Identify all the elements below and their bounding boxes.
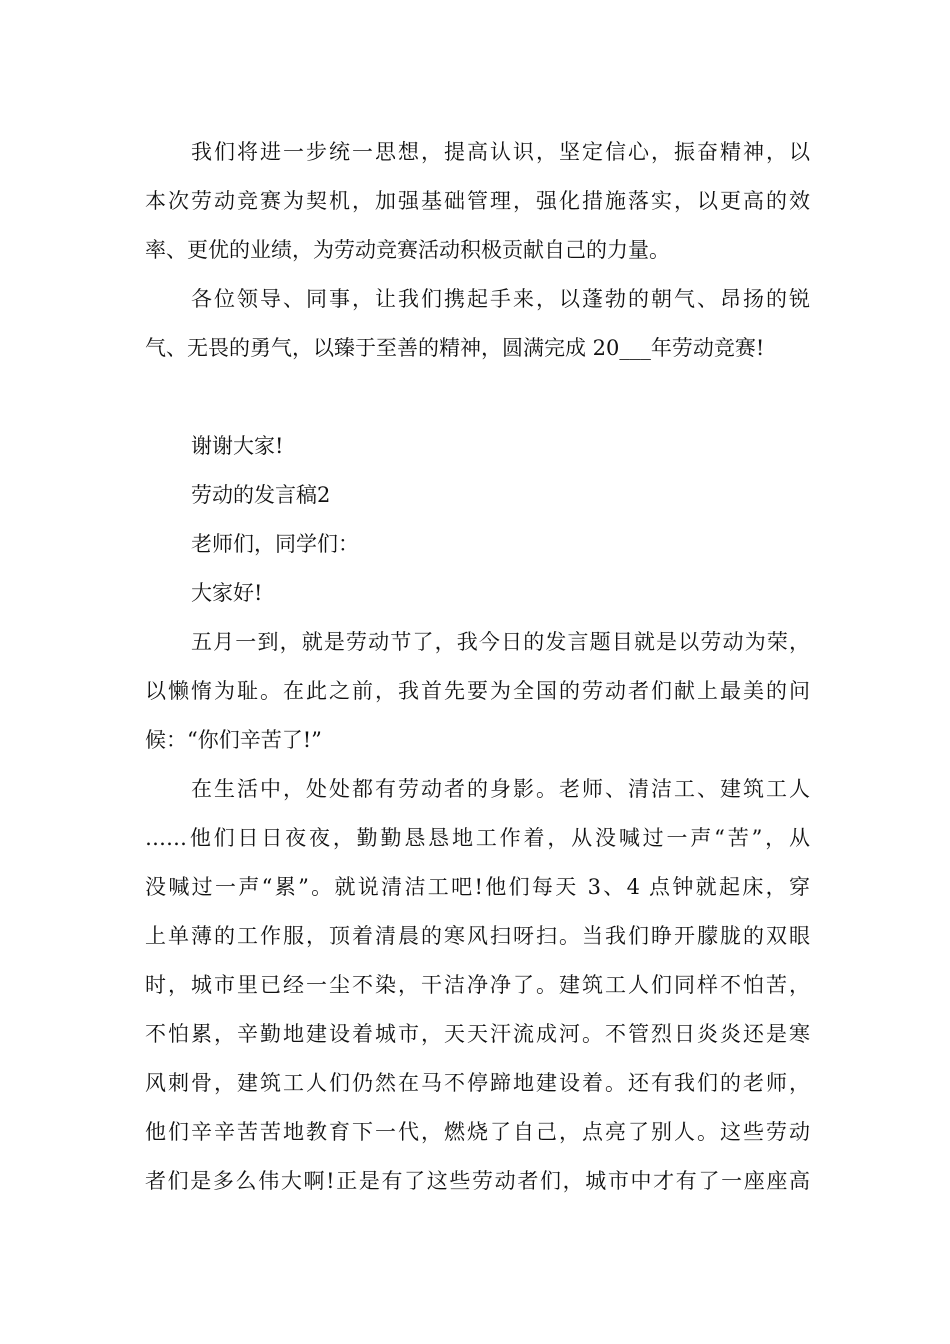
paragraph-line: 不怕累，辛勤地建设着城市，天天汗流成河。不管烈日炎炎还是寒	[145, 1022, 810, 1046]
paragraph-line: 风刺骨，建筑工人们仍然在马不停蹄地建设着。还有我们的老师，	[145, 1071, 810, 1095]
paragraph-line: 我们将进一步统一思想，提高认识，坚定信心，振奋精神，以	[191, 140, 810, 164]
paragraph-line: 五月一到，就是劳动节了，我今日的发言题目就是以劳动为荣，	[191, 630, 810, 654]
paragraph-line: ……他们日日夜夜，勤勤恳恳地工作着，从没喊过一声“苦”，从	[145, 826, 810, 850]
paragraph-line: 各位领导、同事，让我们携起手来，以蓬勃的朝气、昂扬的锐	[191, 287, 810, 311]
greeting: 大家好!	[191, 581, 263, 605]
paragraph-line: 上单薄的工作服，顶着清晨的寒风扫呀扫。当我们睁开朦胧的双眼	[145, 924, 810, 948]
paragraph-line: 者们是多么伟大啊!正是有了这些劳动者们，城市中才有了一座座高	[145, 1169, 810, 1193]
salutation: 老师们，同学们：	[191, 532, 359, 556]
closing-line: 谢谢大家!	[191, 434, 284, 458]
paragraph-line: 时，城市里已经一尘不染，干洁净净了。建筑工人们同样不怕苦，	[145, 973, 810, 997]
paragraph-line: 他们辛辛苦苦地教育下一代，燃烧了自己，点亮了别人。这些劳动	[145, 1120, 810, 1144]
blank-line	[145, 373, 810, 422]
paragraph-line: 气、无畏的勇气，以臻于至善的精神，圆满完成 20___年劳动竞赛!	[145, 336, 765, 360]
document-body	[145, 128, 810, 1206]
paragraph-line: 候：“你们辛苦了!”	[145, 728, 322, 752]
paragraph-line: 本次劳动竞赛为契机，加强基础管理，强化措施落实，以更高的效	[145, 189, 810, 213]
section-title: 劳动的发言稿2	[191, 483, 331, 507]
paragraph-line: 以懒惰为耻。在此之前，我首先要为全国的劳动者们献上最美的问	[145, 679, 810, 703]
paragraph-line: 没喊过一声“累”。就说清洁工吧!他们每天 3、4 点钟就起床，穿	[145, 875, 810, 899]
paragraph-line: 率、更优的业绩，为劳动竞赛活动积极贡献自己的力量。	[145, 238, 670, 262]
paragraph-line: 在生活中，处处都有劳动者的身影。老师、清洁工、建筑工人	[191, 777, 810, 801]
